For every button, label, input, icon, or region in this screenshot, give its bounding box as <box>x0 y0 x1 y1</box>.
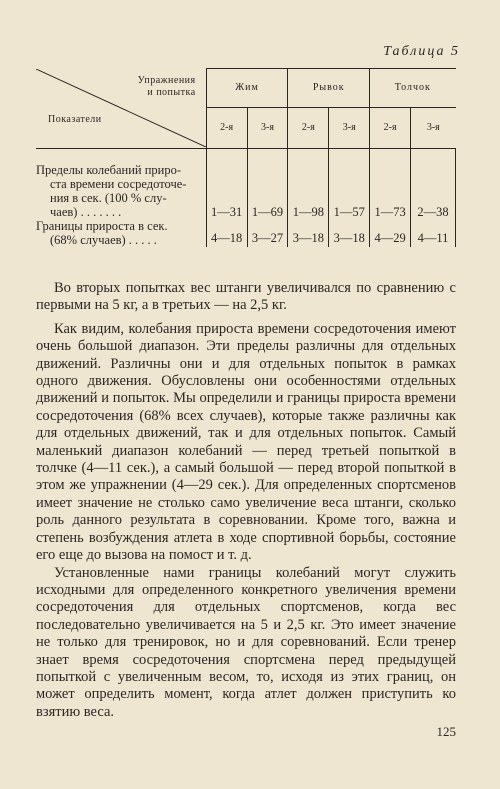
group-header-tolchok: Толчок <box>370 69 456 108</box>
table-cell: 3—18 <box>288 219 329 247</box>
group-header-zhim: Жим <box>206 69 288 108</box>
body-text <box>36 280 456 721</box>
table-cell: 1—57 <box>329 149 370 220</box>
header-corner-cell <box>36 69 206 149</box>
attempt-header: 2-я <box>370 108 411 149</box>
table-cell: 1—69 <box>247 149 288 220</box>
table-cell: 3—18 <box>329 219 370 247</box>
row-label-line: ния в сек. (100 % слу- <box>50 191 167 205</box>
corner-bottom-label: Показатели <box>48 113 102 125</box>
row-label <box>36 149 206 220</box>
table-cell: 4—11 <box>411 219 456 247</box>
attempt-header: 3-я <box>329 108 370 149</box>
group-header-ryvok: Рывок <box>288 69 370 108</box>
corner-top-label <box>96 75 196 99</box>
attempt-header: 3-я <box>411 108 456 149</box>
attempt-header: 3-я <box>247 108 288 149</box>
table-cell: 4—18 <box>206 219 247 247</box>
paragraph: Установленные нами границы колебаний могут служить исходными для определенного конкретного увеличения времени сосредоточения для отдельных спортсменов, когда вес последовательно увеличивается на 5 и 2,5 кг. Это имеет значение не только для тренировок, но и для соревнований. Если тренер знает время сосредоточения спортсмена перед предыдущей попыткой с увеличенным весом, то, исходя из этих границ, он может определить момент, когда атлет должен приступить ко взятию веса. <box>36 564 456 720</box>
table-cell: 2—38 <box>411 149 456 220</box>
table-title: Таблица 5 <box>383 44 460 59</box>
row-label-line: чаев) . . . . . . . <box>50 205 122 219</box>
data-table <box>36 68 456 247</box>
table-cell: 1—98 <box>288 149 329 220</box>
paragraph: Во вторых попытках вес штанги увеличивался по сравнению с первыми на 5 кг, а в третьих — на 2,5 кг. <box>36 280 456 314</box>
attempt-header: 2-я <box>206 108 247 149</box>
row-label-line: ста времени сосредоточе- <box>50 177 187 191</box>
table-header <box>36 69 456 108</box>
table-cell: 3—27 <box>247 219 288 247</box>
corner-top-line1: Упражнения <box>137 74 196 86</box>
table-row <box>36 149 456 220</box>
attempt-header: 2-я <box>288 108 329 149</box>
row-label <box>36 219 206 247</box>
row-label-line: Границы прироста в сек. <box>36 219 168 233</box>
table-row <box>36 219 456 247</box>
corner-top-line2: и попытка <box>147 86 196 98</box>
paragraph: Как видим, колебания прироста времени сосредоточения имеют очень большой диапазон. Эти пределы различны для отдельных движений. Различны они и для отдельных попыток в рамках одного движения. Обусловлены они особенностями отдельных движений и попыток. Мы определили и границы прироста времени сосредоточения (68% всех случаев), которые также различны как для отдельных движений, так и для отдельных попыток. Самый маленький диапазон колебаний — перед третьей попыткой в толчке (4—11 сек.), а самый большой — перед второй попыткой в этом же упражнении (4—29 сек.). Для определенных спортсменов имеет значение не столько само увеличение веса штанги, сколько роль данного результата в соревновании. Кроме того, важна и степень возбуждения атлета в ходе спортивной борьбы, состояние его еще до вызова на помост и т. д. <box>36 320 456 564</box>
page-number: 125 <box>436 724 456 739</box>
row-label-line: (68% случаев) . . . . . <box>50 233 157 247</box>
table-cell: 1—73 <box>370 149 411 220</box>
table-cell: 4—29 <box>370 219 411 247</box>
table-cell: 1—31 <box>206 149 247 220</box>
row-label-line: Пределы колебаний приро- <box>36 163 182 177</box>
